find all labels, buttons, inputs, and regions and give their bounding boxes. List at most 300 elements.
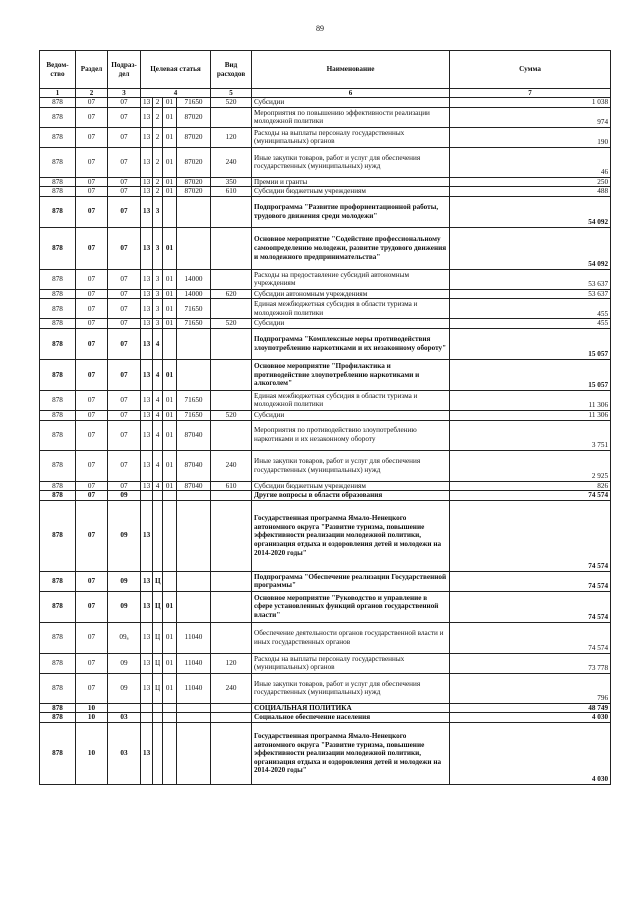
cell-expense-type [211, 500, 252, 571]
cell-podrazdel: 07 [108, 319, 141, 329]
cell-vedomstvo: 878 [40, 713, 76, 723]
cell-target-event: 01 [163, 653, 177, 673]
cell-sum: 4 030 [450, 722, 611, 784]
cell-vedomstvo: 878 [40, 571, 76, 591]
cell-razdel: 07 [76, 187, 108, 197]
cell-target-program: 13 [141, 390, 153, 410]
cell-name: Расходы на выплаты персоналу государственных (муниципальных) органов [252, 127, 450, 147]
table-row [40, 127, 611, 147]
table-row [40, 622, 611, 653]
table-row [40, 328, 611, 359]
cell-target-event: 01 [163, 269, 177, 289]
cell-target-subprogram: 2 [153, 177, 163, 187]
cell-target-subprogram: 3 [153, 269, 163, 289]
cell-target-direction: 14000 [177, 269, 211, 289]
cell-expense-type: 240 [211, 147, 252, 177]
cell-razdel: 10 [76, 713, 108, 723]
cell-sum: 974 [450, 107, 611, 127]
table-row [40, 703, 611, 713]
cell-podrazdel: 07 [108, 359, 141, 390]
table-row [40, 722, 611, 784]
cell-vedomstvo: 878 [40, 450, 76, 481]
cell-razdel: 07 [76, 500, 108, 571]
cell-target-subprogram: 4 [153, 481, 163, 491]
cell-target-program: 13 [141, 147, 153, 177]
table-row [40, 491, 611, 501]
cell-name: Субсидии бюджетным учреждениям [252, 187, 450, 197]
cell-name: СОЦИАЛЬНАЯ ПОЛИТИКА [252, 703, 450, 713]
cell-target-event: 01 [163, 410, 177, 420]
cell-target-event [163, 571, 177, 591]
cell-razdel: 07 [76, 196, 108, 227]
cell-vedomstvo: 878 [40, 319, 76, 329]
cell-vedomstvo: 878 [40, 491, 76, 501]
cell-name: Субсидии [252, 410, 450, 420]
cell-target-direction: 71650 [177, 319, 211, 329]
cell-expense-type: 240 [211, 673, 252, 703]
table-row [40, 390, 611, 410]
cell-sum: 796 [450, 673, 611, 703]
cell-razdel: 07 [76, 622, 108, 653]
cell-razdel: 07 [76, 491, 108, 501]
cell-name: Государственная программа Ямало-Ненецкого автономного округа "Развитие туризма, повышение эффективности реализации молодежной политики, организация отдыха и оздоровления детей и молодежи на 2014-2020 годы" [252, 500, 450, 571]
cell-target-event: 01 [163, 147, 177, 177]
cell-target-program: 13 [141, 359, 153, 390]
cell-vedomstvo: 878 [40, 653, 76, 673]
cell-sum: 74 574 [450, 571, 611, 591]
cell-target-event: 01 [163, 591, 177, 622]
cell-razdel: 07 [76, 571, 108, 591]
cell-target-direction [177, 703, 211, 713]
cell-target-event [163, 722, 177, 784]
cell-vedomstvo: 878 [40, 107, 76, 127]
cell-target-direction: 11040 [177, 622, 211, 653]
table-row [40, 227, 611, 269]
cell-target-event [163, 196, 177, 227]
cell-sum: 11 306 [450, 390, 611, 410]
cell-sum: 4 030 [450, 713, 611, 723]
cell-target-subprogram: 4 [153, 390, 163, 410]
cell-sum: 74 574 [450, 591, 611, 622]
cell-podrazdel: 07 [108, 289, 141, 299]
cell-vedomstvo: 878 [40, 147, 76, 177]
cell-podrazdel: 07 [108, 227, 141, 269]
cell-razdel: 07 [76, 390, 108, 410]
cell-podrazdel: 09 [108, 653, 141, 673]
cell-target-program: 13 [141, 319, 153, 329]
cell-sum: 74 574 [450, 622, 611, 653]
table-row [40, 107, 611, 127]
cell-sum: 46 [450, 147, 611, 177]
cell-target-program: 13 [141, 722, 153, 784]
cell-razdel: 07 [76, 98, 108, 108]
cell-target-event [163, 491, 177, 501]
cell-name: Единая межбюджетная субсидия в области туризма и молодежной политики [252, 390, 450, 410]
header-expense-type: Вид расходов [211, 51, 252, 89]
cell-target-direction: 11040 [177, 673, 211, 703]
cell-podrazdel: 07 [108, 196, 141, 227]
cell-razdel: 07 [76, 481, 108, 491]
cell-target-direction [177, 571, 211, 591]
cell-sum: 54 092 [450, 227, 611, 269]
cell-razdel: 07 [76, 147, 108, 177]
cell-razdel: 07 [76, 450, 108, 481]
cell-name: Подпрограмма "Комплексные меры противодействия злоупотреблению наркотиками и их незаконному обороту" [252, 328, 450, 359]
page-number: 89 [316, 24, 324, 33]
cell-target-direction [177, 196, 211, 227]
header-row [40, 51, 611, 89]
cell-razdel: 07 [76, 673, 108, 703]
cell-expense-type [211, 420, 252, 450]
cell-name: Расходы на предоставление субсидий автономным учреждениям [252, 269, 450, 289]
cell-name: Субсидии автономным учреждениям [252, 289, 450, 299]
cell-razdel: 07 [76, 227, 108, 269]
cell-target-direction: 87040 [177, 420, 211, 450]
cell-target-subprogram: 2 [153, 187, 163, 197]
cell-target-subprogram: 4 [153, 420, 163, 450]
cell-target-subprogram [153, 713, 163, 723]
cell-target-subprogram: 4 [153, 450, 163, 481]
header-target-article: Целевая статья [141, 51, 211, 89]
cell-podrazdel: 09 [108, 571, 141, 591]
cell-target-event: 01 [163, 299, 177, 319]
column-number: 2 [76, 89, 108, 98]
cell-name: Субсидии бюджетным учреждениям [252, 481, 450, 491]
cell-target-program: 13 [141, 227, 153, 269]
table-row [40, 289, 611, 299]
cell-target-program: 13 [141, 177, 153, 187]
cell-podrazdel: 09 [108, 591, 141, 622]
cell-vedomstvo: 878 [40, 591, 76, 622]
cell-sum: 53 637 [450, 289, 611, 299]
cell-target-event: 01 [163, 359, 177, 390]
cell-razdel: 07 [76, 359, 108, 390]
cell-razdel: 10 [76, 722, 108, 784]
cell-podrazdel: 07 [108, 147, 141, 177]
cell-podrazdel: 09ₐ [108, 622, 141, 653]
table-row [40, 319, 611, 329]
cell-podrazdel: 07 [108, 420, 141, 450]
cell-target-program: 13 [141, 299, 153, 319]
cell-target-direction: 14000 [177, 289, 211, 299]
header-name: Наименование [252, 51, 450, 89]
cell-target-program: 13 [141, 450, 153, 481]
cell-target-event: 01 [163, 319, 177, 329]
cell-expense-type: 120 [211, 127, 252, 147]
cell-sum: 3 751 [450, 420, 611, 450]
table-row [40, 673, 611, 703]
cell-target-program: 13 [141, 481, 153, 491]
cell-target-subprogram: 2 [153, 107, 163, 127]
column-number: 5 [211, 89, 252, 98]
cell-expense-type [211, 359, 252, 390]
cell-expense-type [211, 703, 252, 713]
cell-sum: 15 057 [450, 328, 611, 359]
header-vedomstvo: Ведом-ство [40, 51, 76, 89]
table-row [40, 299, 611, 319]
cell-name: Подпрограмма "Обеспечение реализации Государственной программы" [252, 571, 450, 591]
header-podrazdel: Подраз-дел [108, 51, 141, 89]
cell-target-event [163, 703, 177, 713]
cell-vedomstvo: 878 [40, 328, 76, 359]
cell-vedomstvo: 878 [40, 673, 76, 703]
cell-name: Мероприятия по противодействию злоупотреблению наркотиками и их незаконному обороту [252, 420, 450, 450]
cell-expense-type [211, 591, 252, 622]
cell-target-direction: 11040 [177, 653, 211, 673]
table-row [40, 98, 611, 108]
cell-podrazdel: 07 [108, 450, 141, 481]
cell-expense-type [211, 107, 252, 127]
cell-sum: 2 925 [450, 450, 611, 481]
cell-target-event: 01 [163, 227, 177, 269]
cell-target-subprogram: 2 [153, 147, 163, 177]
cell-razdel: 07 [76, 420, 108, 450]
cell-vedomstvo: 878 [40, 359, 76, 390]
cell-target-program: 13 [141, 269, 153, 289]
cell-name: Иные закупки товаров, работ и услуг для обеспечения государственных (муниципальных) нужд [252, 147, 450, 177]
cell-expense-type: 240 [211, 450, 252, 481]
table-row [40, 196, 611, 227]
cell-target-subprogram: Ц [153, 571, 163, 591]
cell-podrazdel [108, 703, 141, 713]
cell-target-event: 01 [163, 390, 177, 410]
cell-vedomstvo: 878 [40, 289, 76, 299]
cell-target-program: 13 [141, 187, 153, 197]
cell-target-direction: 71650 [177, 410, 211, 420]
budget-table [39, 50, 611, 785]
cell-sum: 455 [450, 319, 611, 329]
cell-name: Обеспечение деятельности органов государственной власти и иных государственных органов [252, 622, 450, 653]
cell-name: Подпрограмма "Развитие профориентационной работы, трудового движения среди молодежи" [252, 196, 450, 227]
cell-target-subprogram: Ц [153, 622, 163, 653]
cell-expense-type [211, 722, 252, 784]
cell-target-program: 13 [141, 328, 153, 359]
cell-target-event: 01 [163, 98, 177, 108]
cell-target-event [163, 500, 177, 571]
cell-sum: 190 [450, 127, 611, 147]
cell-podrazdel: 07 [108, 187, 141, 197]
cell-target-direction [177, 591, 211, 622]
cell-expense-type [211, 622, 252, 653]
cell-target-event: 01 [163, 673, 177, 703]
cell-sum: 488 [450, 187, 611, 197]
cell-target-subprogram: 4 [153, 410, 163, 420]
cell-target-subprogram: 3 [153, 319, 163, 329]
cell-target-subprogram [153, 500, 163, 571]
cell-sum: 826 [450, 481, 611, 491]
cell-razdel: 07 [76, 653, 108, 673]
cell-podrazdel: 07 [108, 328, 141, 359]
cell-name: Иные закупки товаров, работ и услуг для обеспечения государственных (муниципальных) нужд [252, 450, 450, 481]
cell-expense-type [211, 571, 252, 591]
cell-expense-type [211, 491, 252, 501]
cell-vedomstvo: 878 [40, 98, 76, 108]
cell-name: Единая межбюджетная субсидия в области туризма и молодежной политики [252, 299, 450, 319]
cell-target-program: 13 [141, 410, 153, 420]
cell-target-direction: 71650 [177, 299, 211, 319]
cell-target-subprogram: 3 [153, 227, 163, 269]
cell-target-direction [177, 328, 211, 359]
cell-target-subprogram [153, 703, 163, 713]
column-number: 1 [40, 89, 76, 98]
cell-target-program: 13 [141, 196, 153, 227]
cell-target-direction [177, 359, 211, 390]
cell-expense-type [211, 299, 252, 319]
column-number: 6 [252, 89, 450, 98]
cell-target-subprogram: 2 [153, 127, 163, 147]
cell-name: Основное мероприятие "Содействие профессиональному самоопределению молодежи, развитие трудового движения и молодежного предпринимательства" [252, 227, 450, 269]
cell-razdel: 07 [76, 319, 108, 329]
table-row [40, 359, 611, 390]
column-number: 3 [108, 89, 141, 98]
cell-vedomstvo: 878 [40, 269, 76, 289]
cell-razdel: 07 [76, 591, 108, 622]
cell-name: Основное мероприятие "Профилактика и противодействие злоупотреблению наркотиками и алкоголем" [252, 359, 450, 390]
cell-sum: 15 057 [450, 359, 611, 390]
table-row [40, 420, 611, 450]
cell-expense-type [211, 269, 252, 289]
cell-target-direction [177, 722, 211, 784]
cell-name: Премии и гранты [252, 177, 450, 187]
cell-podrazdel: 07 [108, 177, 141, 187]
cell-target-program: 13 [141, 653, 153, 673]
cell-razdel: 07 [76, 177, 108, 187]
cell-vedomstvo: 878 [40, 703, 76, 713]
cell-name: Другие вопросы в области образования [252, 491, 450, 501]
header-razdel: Раздел [76, 51, 108, 89]
table-row [40, 591, 611, 622]
cell-sum: 73 778 [450, 653, 611, 673]
cell-target-event [163, 328, 177, 359]
cell-expense-type: 120 [211, 653, 252, 673]
column-number-row [40, 89, 611, 98]
table-body [40, 98, 611, 785]
cell-vedomstvo: 878 [40, 299, 76, 319]
cell-name: Социальное обеспечение населения [252, 713, 450, 723]
cell-podrazdel: 09 [108, 673, 141, 703]
cell-vedomstvo: 878 [40, 500, 76, 571]
cell-target-event: 01 [163, 107, 177, 127]
cell-razdel: 07 [76, 410, 108, 420]
cell-podrazdel: 07 [108, 269, 141, 289]
cell-name: Государственная программа Ямало-Ненецкого автономного округа "Развитие туризма, повышение эффективности реализации молодежной политики, организация отдыха и оздоровления детей и молодежи на 2014-2020 годы" [252, 722, 450, 784]
cell-expense-type [211, 713, 252, 723]
cell-target-event: 01 [163, 187, 177, 197]
cell-expense-type [211, 328, 252, 359]
cell-name: Основное мероприятие "Руководство и управление в сфере установленных функций органов государственной власти" [252, 591, 450, 622]
table-row [40, 713, 611, 723]
cell-target-event: 01 [163, 420, 177, 450]
cell-sum: 54 092 [450, 196, 611, 227]
cell-target-direction: 87020 [177, 107, 211, 127]
cell-expense-type: 620 [211, 289, 252, 299]
cell-target-event: 01 [163, 481, 177, 491]
cell-vedomstvo: 878 [40, 177, 76, 187]
table-row [40, 481, 611, 491]
cell-razdel: 07 [76, 107, 108, 127]
cell-target-subprogram: 2 [153, 98, 163, 108]
cell-sum: 455 [450, 299, 611, 319]
cell-target-event: 01 [163, 622, 177, 653]
cell-vedomstvo: 878 [40, 410, 76, 420]
table-row [40, 147, 611, 177]
cell-target-subprogram: 3 [153, 289, 163, 299]
cell-target-event: 01 [163, 289, 177, 299]
cell-vedomstvo: 878 [40, 420, 76, 450]
cell-podrazdel: 03 [108, 713, 141, 723]
cell-podrazdel: 07 [108, 127, 141, 147]
cell-expense-type: 520 [211, 98, 252, 108]
cell-podrazdel: 07 [108, 410, 141, 420]
cell-name: Мероприятия по повышению эффективности реализации молодежной политики [252, 107, 450, 127]
cell-vedomstvo: 878 [40, 196, 76, 227]
cell-target-program [141, 713, 153, 723]
column-number: 4 [141, 89, 211, 98]
cell-target-subprogram: 3 [153, 196, 163, 227]
cell-vedomstvo: 878 [40, 127, 76, 147]
cell-vedomstvo: 878 [40, 227, 76, 269]
cell-target-program: 13 [141, 500, 153, 571]
cell-podrazdel: 07 [108, 481, 141, 491]
table-row [40, 187, 611, 197]
cell-target-subprogram: 4 [153, 328, 163, 359]
cell-target-subprogram: 4 [153, 359, 163, 390]
cell-target-subprogram: 3 [153, 299, 163, 319]
cell-target-direction: 87020 [177, 187, 211, 197]
table-row [40, 653, 611, 673]
cell-sum: 250 [450, 177, 611, 187]
cell-sum: 53 637 [450, 269, 611, 289]
cell-name: Иные закупки товаров, работ и услуг для обеспечения государственных (муниципальных) нужд [252, 673, 450, 703]
cell-target-program: 13 [141, 98, 153, 108]
cell-podrazdel: 07 [108, 98, 141, 108]
cell-target-direction: 87020 [177, 147, 211, 177]
cell-podrazdel: 07 [108, 299, 141, 319]
cell-razdel: 10 [76, 703, 108, 713]
cell-target-subprogram: Ц [153, 591, 163, 622]
cell-expense-type [211, 227, 252, 269]
cell-name: Субсидии [252, 98, 450, 108]
cell-target-program: 13 [141, 591, 153, 622]
cell-target-event: 01 [163, 450, 177, 481]
cell-target-event [163, 713, 177, 723]
cell-target-direction: 71650 [177, 390, 211, 410]
cell-name: Субсидии [252, 319, 450, 329]
cell-target-program: 13 [141, 289, 153, 299]
cell-podrazdel: 09 [108, 500, 141, 571]
cell-razdel: 07 [76, 269, 108, 289]
cell-expense-type: 350 [211, 177, 252, 187]
cell-target-program [141, 491, 153, 501]
cell-target-direction [177, 713, 211, 723]
cell-target-program: 13 [141, 571, 153, 591]
cell-vedomstvo: 878 [40, 481, 76, 491]
cell-expense-type: 610 [211, 187, 252, 197]
cell-target-direction: 87020 [177, 177, 211, 187]
cell-sum: 48 749 [450, 703, 611, 713]
cell-target-program: 13 [141, 622, 153, 653]
cell-podrazdel: 03 [108, 722, 141, 784]
table-row [40, 269, 611, 289]
cell-expense-type [211, 390, 252, 410]
cell-sum: 74 574 [450, 500, 611, 571]
cell-sum: 1 038 [450, 98, 611, 108]
cell-target-event: 01 [163, 177, 177, 187]
table-row [40, 571, 611, 591]
cell-target-subprogram [153, 722, 163, 784]
cell-podrazdel: 07 [108, 107, 141, 127]
cell-vedomstvo: 878 [40, 187, 76, 197]
